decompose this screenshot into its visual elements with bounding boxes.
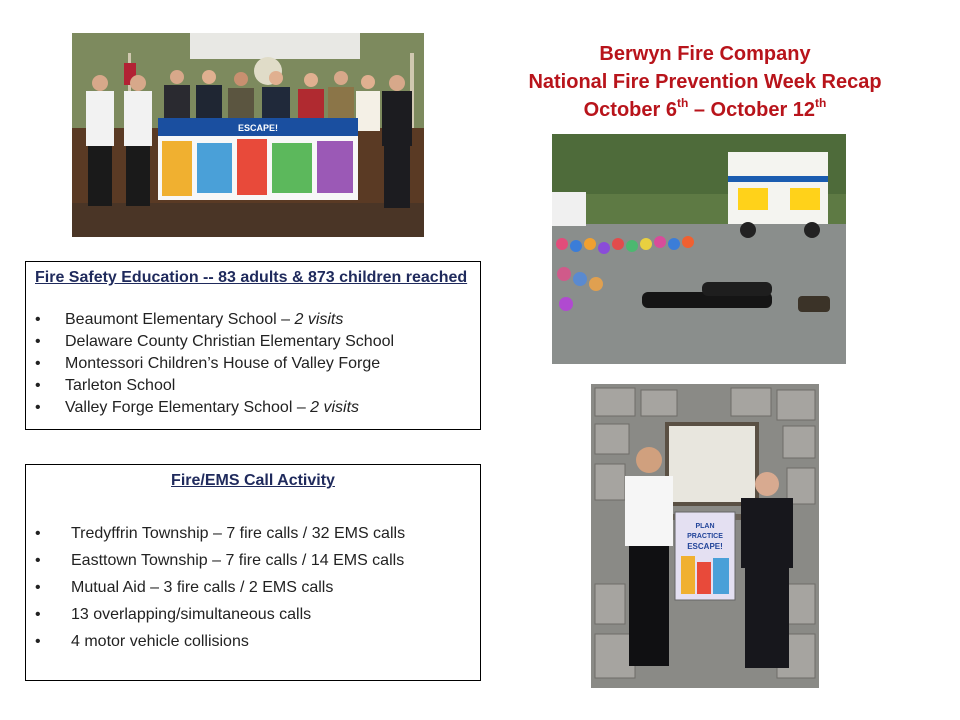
- list-item: [35, 397, 480, 419]
- title-date-end: – October 12: [688, 99, 816, 121]
- list-item: [35, 331, 480, 353]
- title-date-start: October 6: [583, 99, 677, 121]
- poster-practice-text: PRACTICE: [687, 533, 723, 540]
- bullet-icon: •: [35, 399, 41, 416]
- call-stat: Mutual Aid – 3 fire calls / 2 EMS calls: [71, 579, 334, 596]
- calls-list: [35, 520, 480, 655]
- list-item: [35, 353, 480, 375]
- school-name: Beaumont Elementary School –: [65, 311, 295, 328]
- list-item: [35, 375, 480, 397]
- crawl-drill-photo: [552, 134, 846, 364]
- education-list: [35, 309, 480, 419]
- title-line-1: Berwyn Fire Company: [599, 43, 811, 65]
- list-item: [35, 309, 480, 331]
- poster-presentation-photo: [591, 384, 819, 688]
- call-stat: 13 overlapping/simultaneous calls: [71, 606, 312, 623]
- school-name: Valley Forge Elementary School –: [65, 399, 311, 416]
- school-name: Delaware County Christian Elementary School: [65, 333, 395, 350]
- visit-note: 2 visits: [294, 311, 344, 328]
- call-activity-panel: [25, 464, 481, 681]
- list-item: [35, 520, 480, 547]
- poster-escape-text: ESCAPE!: [687, 542, 723, 551]
- bullet-icon: •: [35, 579, 41, 596]
- bullet-icon: •: [35, 606, 41, 623]
- list-item: [35, 601, 480, 628]
- bullet-icon: •: [35, 633, 41, 650]
- calls-heading: Fire/EMS Call Activity: [171, 472, 335, 489]
- school-name: Montessori Children’s House of Valley Forge: [65, 355, 381, 372]
- bullet-icon: •: [35, 311, 41, 328]
- bullet-icon: •: [35, 377, 41, 394]
- bullet-icon: •: [35, 525, 41, 542]
- bullet-icon: •: [35, 355, 41, 372]
- list-item: [35, 574, 480, 601]
- banner-text: ESCAPE!: [237, 123, 279, 133]
- bullet-icon: •: [35, 333, 41, 350]
- title-line-3: [490, 96, 920, 124]
- list-item: [35, 628, 480, 655]
- call-stat: Tredyffrin Township – 7 fire calls / 32 EMS calls: [71, 525, 406, 542]
- call-stat: Easttown Township – 7 fire calls / 14 EMS calls: [71, 552, 405, 569]
- title-date-end-suffix: th: [815, 96, 827, 111]
- council-group-photo: [72, 33, 424, 237]
- fire-safety-education-panel: [25, 261, 481, 430]
- school-name: Tarleton School: [65, 377, 176, 394]
- poster-plan-text: PLAN: [695, 523, 715, 530]
- visit-note: 2 visits: [310, 399, 360, 416]
- education-heading: Fire Safety Education -- 83 adults & 873 children reached: [35, 269, 468, 286]
- title-date-start-suffix: th: [676, 96, 689, 111]
- bullet-icon: •: [35, 552, 41, 569]
- call-stat: 4 motor vehicle collisions: [71, 633, 249, 650]
- list-item: [35, 547, 480, 574]
- title-line-2: National Fire Prevention Week Recap: [528, 71, 882, 93]
- page-title: [490, 40, 920, 124]
